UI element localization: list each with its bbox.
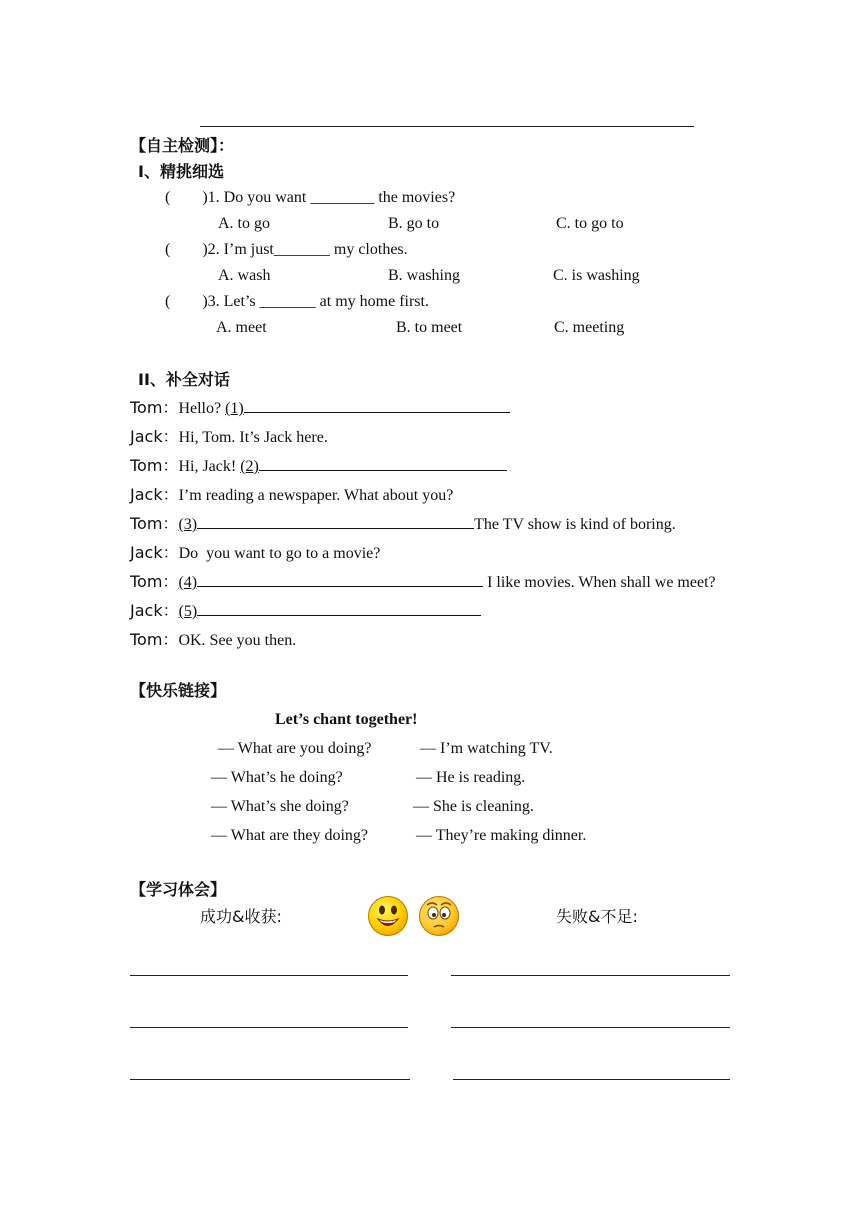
question-stem: 2. I’m just_______ my clothes. bbox=[207, 241, 408, 258]
q1-option-c[interactable]: C. to go to bbox=[556, 215, 624, 232]
question-stem: 1. Do you want ________ the movies? bbox=[207, 189, 456, 206]
question-2 bbox=[165, 240, 408, 260]
q3-option-b[interactable]: B. to meet bbox=[396, 319, 463, 336]
answer-blank-3[interactable] bbox=[197, 514, 474, 529]
q1-option-a[interactable]: A. to go bbox=[218, 215, 270, 232]
speaker: Tom： bbox=[130, 514, 179, 533]
speaker: Jack： bbox=[130, 485, 179, 504]
worried-face-drawing bbox=[419, 896, 459, 936]
dialogue-line-5 bbox=[130, 514, 676, 535]
q2-option-c[interactable]: C. is washing bbox=[553, 267, 640, 284]
q1-option-b[interactable]: B. go to bbox=[388, 215, 440, 232]
chant-question-1: — What are you doing? bbox=[218, 740, 372, 757]
speaker: Jack： bbox=[130, 427, 179, 446]
chant-title: Let’s chant together! bbox=[275, 711, 418, 728]
shortfalls-line-3[interactable] bbox=[453, 1079, 730, 1080]
dialogue-line-9 bbox=[130, 630, 296, 651]
dialogue-line-2 bbox=[130, 427, 328, 448]
question-1 bbox=[165, 188, 455, 208]
question-stem: 3. Let’s _______ at my home first. bbox=[207, 293, 429, 310]
q3-option-a[interactable]: A. meet bbox=[216, 319, 267, 336]
chant-question-3: — What’s she doing? bbox=[211, 798, 349, 815]
speaker: Tom： bbox=[130, 572, 179, 591]
shortfalls-line-1[interactable] bbox=[451, 975, 730, 976]
line-text: I’m reading a newspaper. What about you? bbox=[178, 487, 454, 504]
answer-blank-4[interactable] bbox=[197, 572, 483, 587]
answer-paren[interactable]: ( ) bbox=[165, 189, 208, 206]
dialogue-line-8 bbox=[130, 601, 481, 622]
line-text: I like movies. When shall we meet? bbox=[483, 574, 716, 591]
answer-blank-5[interactable] bbox=[197, 601, 481, 616]
smiling-face-drawing bbox=[368, 896, 408, 936]
dialogue-line-6 bbox=[130, 543, 380, 564]
speaker: Jack： bbox=[130, 543, 179, 562]
speaker: Tom： bbox=[130, 630, 179, 649]
dialogue-line-3 bbox=[130, 456, 507, 477]
reflection-heading: 【学习体会】 bbox=[130, 880, 227, 899]
speaker: Tom： bbox=[130, 398, 179, 417]
blank-number: (2) bbox=[240, 458, 259, 475]
worried-face-icon bbox=[419, 896, 459, 936]
gains-line-1[interactable] bbox=[130, 975, 408, 976]
blank-number: (4) bbox=[178, 574, 198, 591]
line-text: Hi, Tom. It’s Jack here. bbox=[178, 429, 328, 446]
part2-title: II、补全对话 bbox=[138, 370, 230, 389]
gains-line-3[interactable] bbox=[130, 1079, 410, 1080]
line-text: OK. See you then. bbox=[178, 632, 297, 649]
gains-label: 成功&收获: bbox=[200, 907, 282, 926]
dialogue-line-7 bbox=[130, 572, 716, 593]
dialogue-line-4 bbox=[130, 485, 453, 506]
dialogue-line-1 bbox=[130, 398, 510, 419]
q2-option-a[interactable]: A. wash bbox=[218, 267, 271, 284]
answer-paren[interactable]: ( ) bbox=[165, 241, 208, 258]
happy-link-heading: 【快乐链接】 bbox=[130, 681, 227, 700]
part1-title: I、精挑细选 bbox=[138, 162, 224, 181]
speaker: Tom： bbox=[130, 456, 179, 475]
q3-option-c[interactable]: C. meeting bbox=[554, 319, 625, 336]
shortfalls-label: 失败&不足: bbox=[556, 907, 638, 926]
top-rule bbox=[200, 126, 694, 127]
question-3 bbox=[165, 292, 429, 312]
chant-answer-4: — They’re making dinner. bbox=[416, 827, 587, 844]
speaker: Jack： bbox=[130, 601, 179, 620]
line-text: Hi, Jack! bbox=[178, 458, 241, 475]
chant-question-4: — What are they doing? bbox=[211, 827, 368, 844]
chant-answer-3: — She is cleaning. bbox=[413, 798, 534, 815]
smiling-face-icon bbox=[368, 896, 408, 936]
line-text: Hello? bbox=[178, 400, 226, 417]
line-text: The TV show is kind of boring. bbox=[474, 516, 676, 533]
shortfalls-line-2[interactable] bbox=[451, 1027, 730, 1028]
answer-blank-1[interactable] bbox=[244, 398, 510, 413]
blank-number: (1) bbox=[225, 400, 244, 417]
answer-paren[interactable]: ( ) bbox=[165, 293, 208, 310]
blank-number: (3) bbox=[178, 516, 198, 533]
chant-question-2: — What’s he doing? bbox=[211, 769, 343, 786]
q2-option-b[interactable]: B. washing bbox=[388, 267, 460, 284]
blank-number: (5) bbox=[178, 603, 198, 620]
chant-answer-1: — I’m watching TV. bbox=[420, 740, 553, 757]
answer-blank-2[interactable] bbox=[259, 456, 507, 471]
gains-line-2[interactable] bbox=[130, 1027, 408, 1028]
chant-answer-2: — He is reading. bbox=[416, 769, 526, 786]
line-text: Do you want to go to a movie? bbox=[178, 545, 381, 562]
self-check-heading: 【自主检测】： bbox=[130, 136, 235, 155]
